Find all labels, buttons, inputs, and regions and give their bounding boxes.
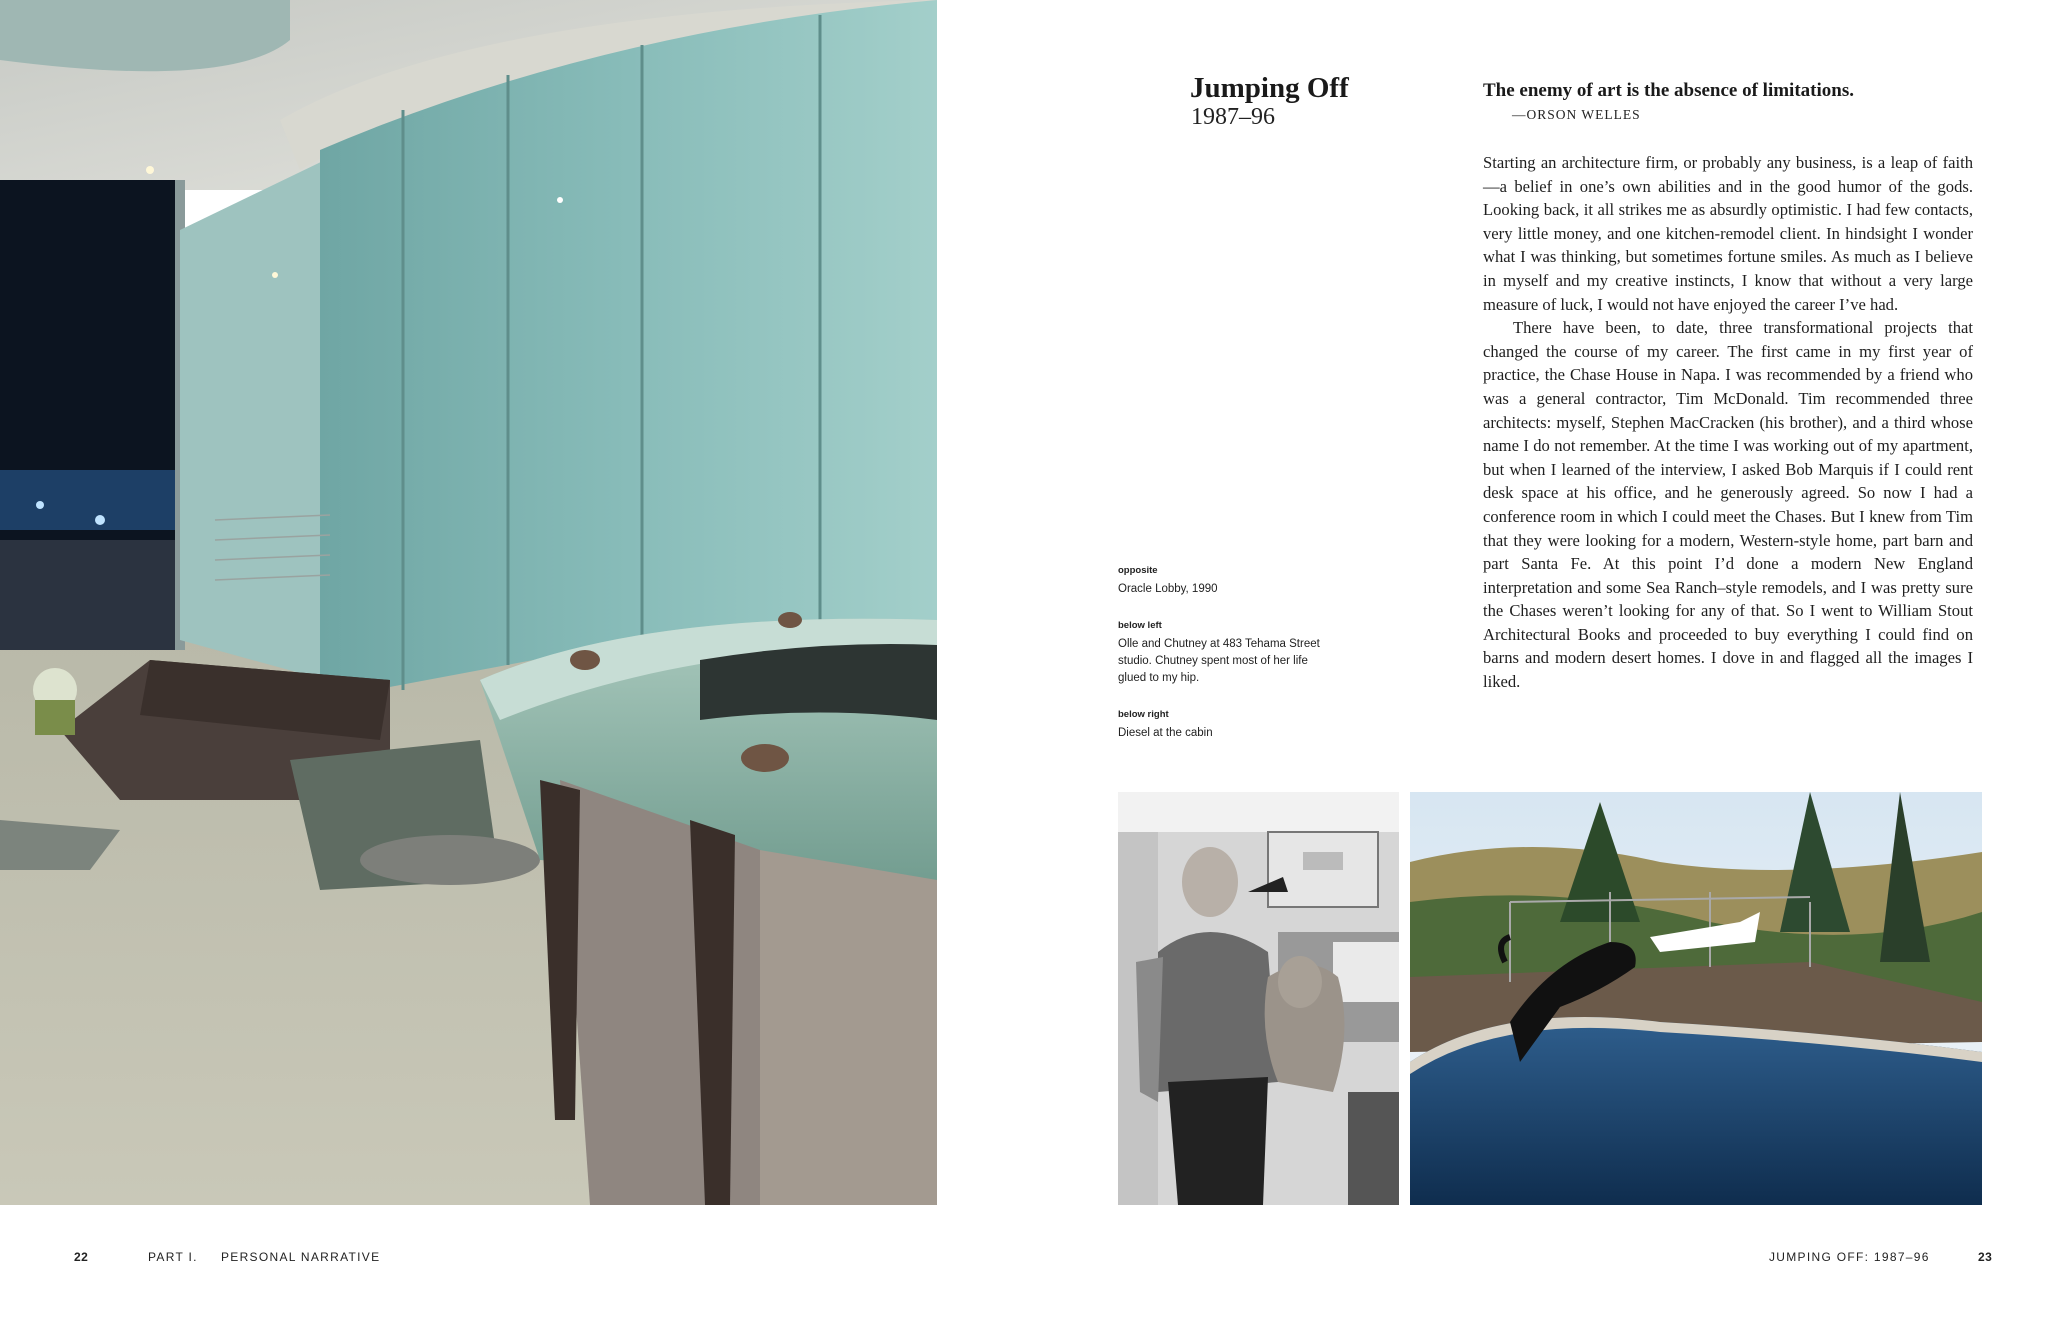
caption-text-below-right: Diesel at the cabin xyxy=(1118,727,1213,739)
paragraph-1: Starting an architecture firm, or probably any business, is a leap of faith—a belief in one’s own abilities and in the good humor of the gods. Looking back, it all strikes me as absurdly optimistic. I had few contacts, very little money, and one kitchen-remodel client. In hindsight I wonder what I was thinking, but sometimes fortune smiles. As much as I believe in myself and my creative instincts, I know that without a very large measure of luck, I would not have enjoyed the career I’ve had. xyxy=(1483,153,1973,314)
pool-photo xyxy=(1410,792,1982,1205)
page-number-left: 22 xyxy=(74,1250,89,1264)
page-number-right: 23 xyxy=(1978,1250,1993,1264)
photo-captions xyxy=(1118,565,1328,742)
right-running-head: JUMPING OFF: 1987–96 xyxy=(1769,1250,1930,1264)
epigraph-attribution: —ORSON WELLES xyxy=(1512,107,1641,122)
caption-label-below-right: below right xyxy=(1118,709,1169,720)
epigraph: The enemy of art is the absence of limitations. xyxy=(1483,80,1854,101)
left-folio xyxy=(74,1250,88,1264)
caption-text-below-left: Olle and Chutney at 483 Tehama Street studio. Chutney spent most of her life glued to my hip. xyxy=(1118,638,1320,684)
studio-photo xyxy=(1118,792,1399,1205)
paragraph-2: There have been, to date, three transformational projects that changed the course of my career. The first came in my first year of practice, the Chase House in Napa. I was recommended by a friend who was a general contractor, Tim McDonald. Tim recommended three architects: myself, Stephen MacCracken (his brother), and a third whose name I do not remember. At the time I was working out of my apartment, but when I learned of the interview, I asked Bob Marquis if I could rent desk space at his office, and he generously agreed. So now I had a conference room in which I could meet the Chases. But I knew from Tim that they were looking for a modern, Western-style home, part barn and part Santa Fe. At this point I’d done a modern New England interpretation and some Sea Ranch–style remodels, and I was pretty sure the Chases weren’t looking for any of that. So I went to William Stout Architectural Books and proceeded to buy everything I could find on barns and modern desert homes. I dove in and flagged all the images I liked. xyxy=(1483,318,1973,692)
left-running-foot xyxy=(148,1250,380,1264)
right-folio xyxy=(1978,1250,1992,1264)
caption-label-opposite: opposite xyxy=(1118,565,1158,576)
body-text xyxy=(1483,151,1973,694)
part-label: PART I. xyxy=(148,1250,198,1264)
oracle-lobby-photo xyxy=(0,0,937,1205)
chapter-years: 1987–96 xyxy=(1191,104,1275,130)
caption-label-below-left: below left xyxy=(1118,620,1162,631)
chapter-title: Jumping Off xyxy=(1190,72,1349,104)
caption-text-opposite: Oracle Lobby, 1990 xyxy=(1118,583,1218,595)
section-label: PERSONAL NARRATIVE xyxy=(220,1250,381,1264)
